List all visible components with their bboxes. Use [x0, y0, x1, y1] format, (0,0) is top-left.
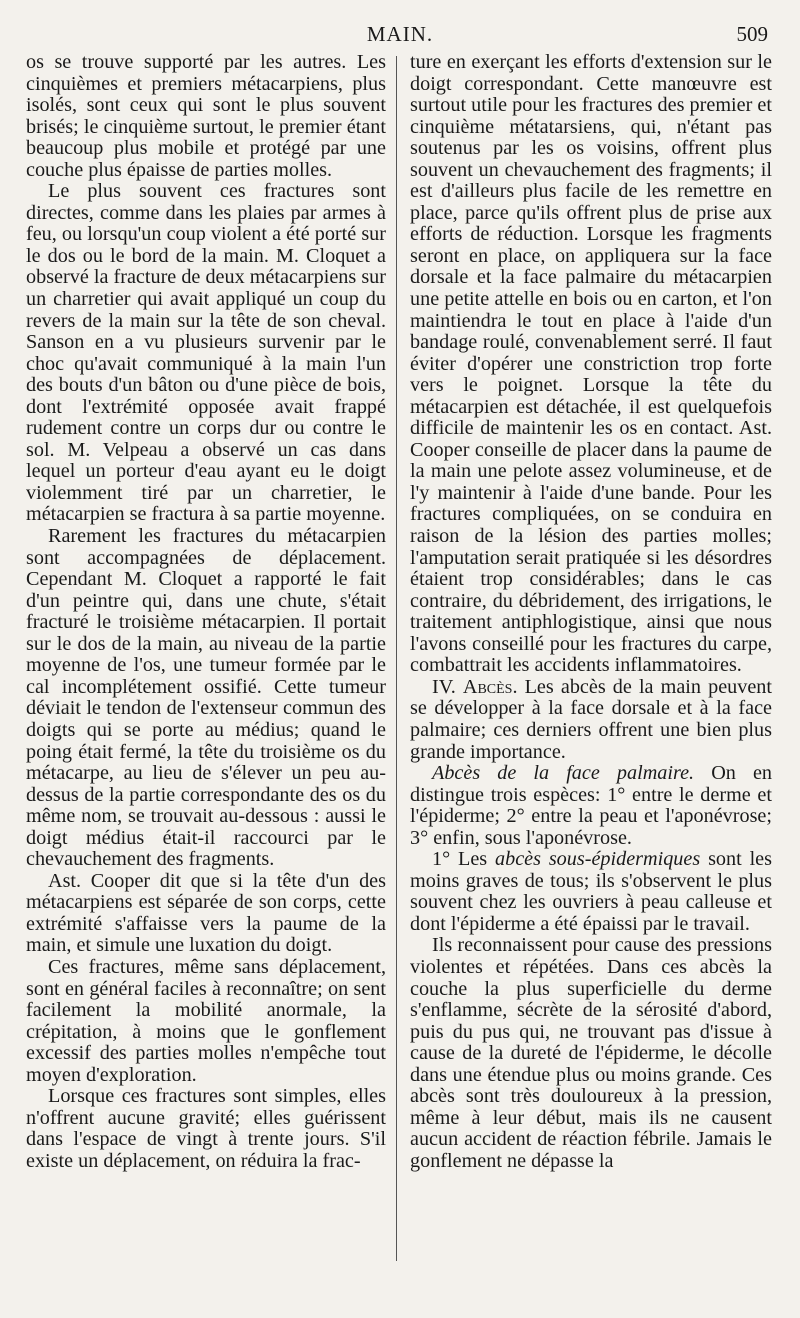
left-column	[26, 52, 386, 1172]
paragraph: Ces fractures, même sans déplacement, sont en général faciles à reconnaître; on sent facilement la mobilité anormale, la crépitation, à moins que le gonflement excessif des parties molles n'empêche tout moyen d'exploration.	[26, 955, 386, 1086]
item-paragraph	[410, 849, 772, 935]
subsection-paragraph	[410, 763, 772, 849]
item-heading: abcès sous-épidermiques	[495, 848, 701, 871]
section-text: Les abcès de la main peuvent se développer à la face dorsale et à la face palmaire; ces derniers offrent une bien plus grande importance.	[410, 675, 772, 763]
paragraph: Ils reconnaissent pour cause des pressions violentes et répétées. Dans ces abcès la couche la plus superficielle du derme s'enflamme, sécrète de la sérosité d'abord, puis du pus qui, ne trouvant pas d'issue à cause de la dureté de l'épiderme, le décolle dans une étendue plus ou moins grande. Ces abcès sont très douloureux à la pression, même à leur début, mais ils ne causent aucun accident de réaction fébrile. Jamais le gonflement ne dépasse la	[410, 934, 772, 1172]
paragraph: Ast. Cooper dit que si la tête d'un des métacarpiens est séparée de son corps, cette extrémité s'affaisse vers la paume de la main, et simule une luxation du doigt.	[26, 869, 386, 957]
item-lead: 1° Les	[432, 848, 496, 871]
page-header	[0, 22, 800, 52]
subsection-heading: Abcès de la face palmaire.	[432, 762, 695, 785]
subsection-text: On en distingue trois espèces: 1° entre le derme et l'épiderme; 2° entre la peau et l'aponévrose; 3° enfin, sous l'aponévrose.	[410, 762, 772, 849]
page-number: 509	[736, 22, 768, 46]
running-title: MAIN.	[366, 22, 434, 46]
section-paragraph	[410, 677, 772, 763]
item-text: sont les moins graves de tous; ils s'observent le plus souvent chez les ouvriers à peau calleuse et dont l'épiderme a été épaissi par le travail.	[410, 848, 772, 935]
paragraph: ture en exerçant les efforts d'extension sur le doigt correspondant. Cette manœuvre est surtout utile pour les fractures des premier et cinquième métatarsiens, qui, n'étant pas soutenus par les os voisins, offrent plus souvent un chevauchement des fragments; il est d'ailleurs plus facile de les remettre en place, parce qu'ils offrent plus de prise aux efforts de réduction. Lorsque les fragments seront en place, on appliquera sur la face dorsale et la face palmaire du métacarpien une petite attelle en bois ou en carton, et l'on maintiendra le tout en place à l'aide d'un bandage roulé, convenablement serré. Il faut éviter d'opérer une constriction trop forte vers le poignet. Lorsque la tête du métacarpien est détachée, il est quelquefois difficile de maintenir les os en contact. Ast. Cooper conseille de placer dans la paume de la main une pelote assez volumineuse, et de l'y maintenir à l'aide d'une bande. Pour les fractures compliquées, on se conduira en raison de la lésion des parties molles; l'amputation serait pratiquée si les désordres étaient trop considérables; dans le cas contraire, du débridement, des irrigations, le traitement antiphlogistique, ainsi que nous l'avons conseillé pour les fractures du carpe, combattrait les accidents inflammatoires.	[410, 51, 772, 677]
right-column	[410, 52, 772, 1172]
column-divider	[396, 56, 397, 1261]
section-heading: Abcès.	[462, 675, 518, 698]
paragraph: Le plus souvent ces fractures sont directes, comme dans les plaies par armes à feu, ou lorsqu'un coup violent a été porté sur le dos ou le bord de la main. M. Cloquet a observé la fracture de deux métacarpiens sur un charretier qui avait appliqué un coup du revers de la main sur la tête de son cheval. Sanson en a vu plusieurs survenir par le choc qu'avait communiqué à la main l'un des bouts d'un bâton ou d'une pièce de bois, dont l'extrémité opposée avait frappé rudement contre un corps dur ou contre le sol. M. Velpeau a observé un cas dans lequel un porteur d'eau ayant eu le doigt violemment tiré par un charretier, le métacarpien se fractura à sa partie moyenne.	[26, 180, 386, 526]
section-number: IV.	[432, 675, 463, 698]
paragraph: Rarement les fractures du métacarpien sont accompagnées de déplacement. Cependant M. Cloquet a rapporté le fait d'un peintre qui, dans une chute, s'était fracturé le troisième métacarpien. Il portait sur le dos de la main, au niveau de la partie moyenne de l'os, une tumeur formée par le cal incomplétement ossifié. Cette tumeur déviait le tendon de l'extenseur commun des doigts qui se porte au médius; quand le poing était fermé, la tête du troisième os du métacarpe, au lieu de s'élever un peu au-dessus de la partie correspondante des os du même nom, se trouvait au-dessous : aussi le doigt médius était-il raccourci par le chevauchement des fragments.	[26, 525, 386, 871]
paragraph: os se trouve supporté par les autres. Les cinquièmes et premiers métacarpiens, plus isolés, sont ceux qui sont le plus souvent brisés; le cinquième surtout, le premier étant beaucoup plus mobile et protégé par une couche plus épaisse de parties molles.	[26, 51, 386, 181]
paragraph: Lorsque ces fractures sont simples, elles n'offrent aucune gravité; elles guérissent dans l'espace de vingt à trente jours. S'il existe un déplacement, on réduira la frac-	[26, 1085, 386, 1172]
